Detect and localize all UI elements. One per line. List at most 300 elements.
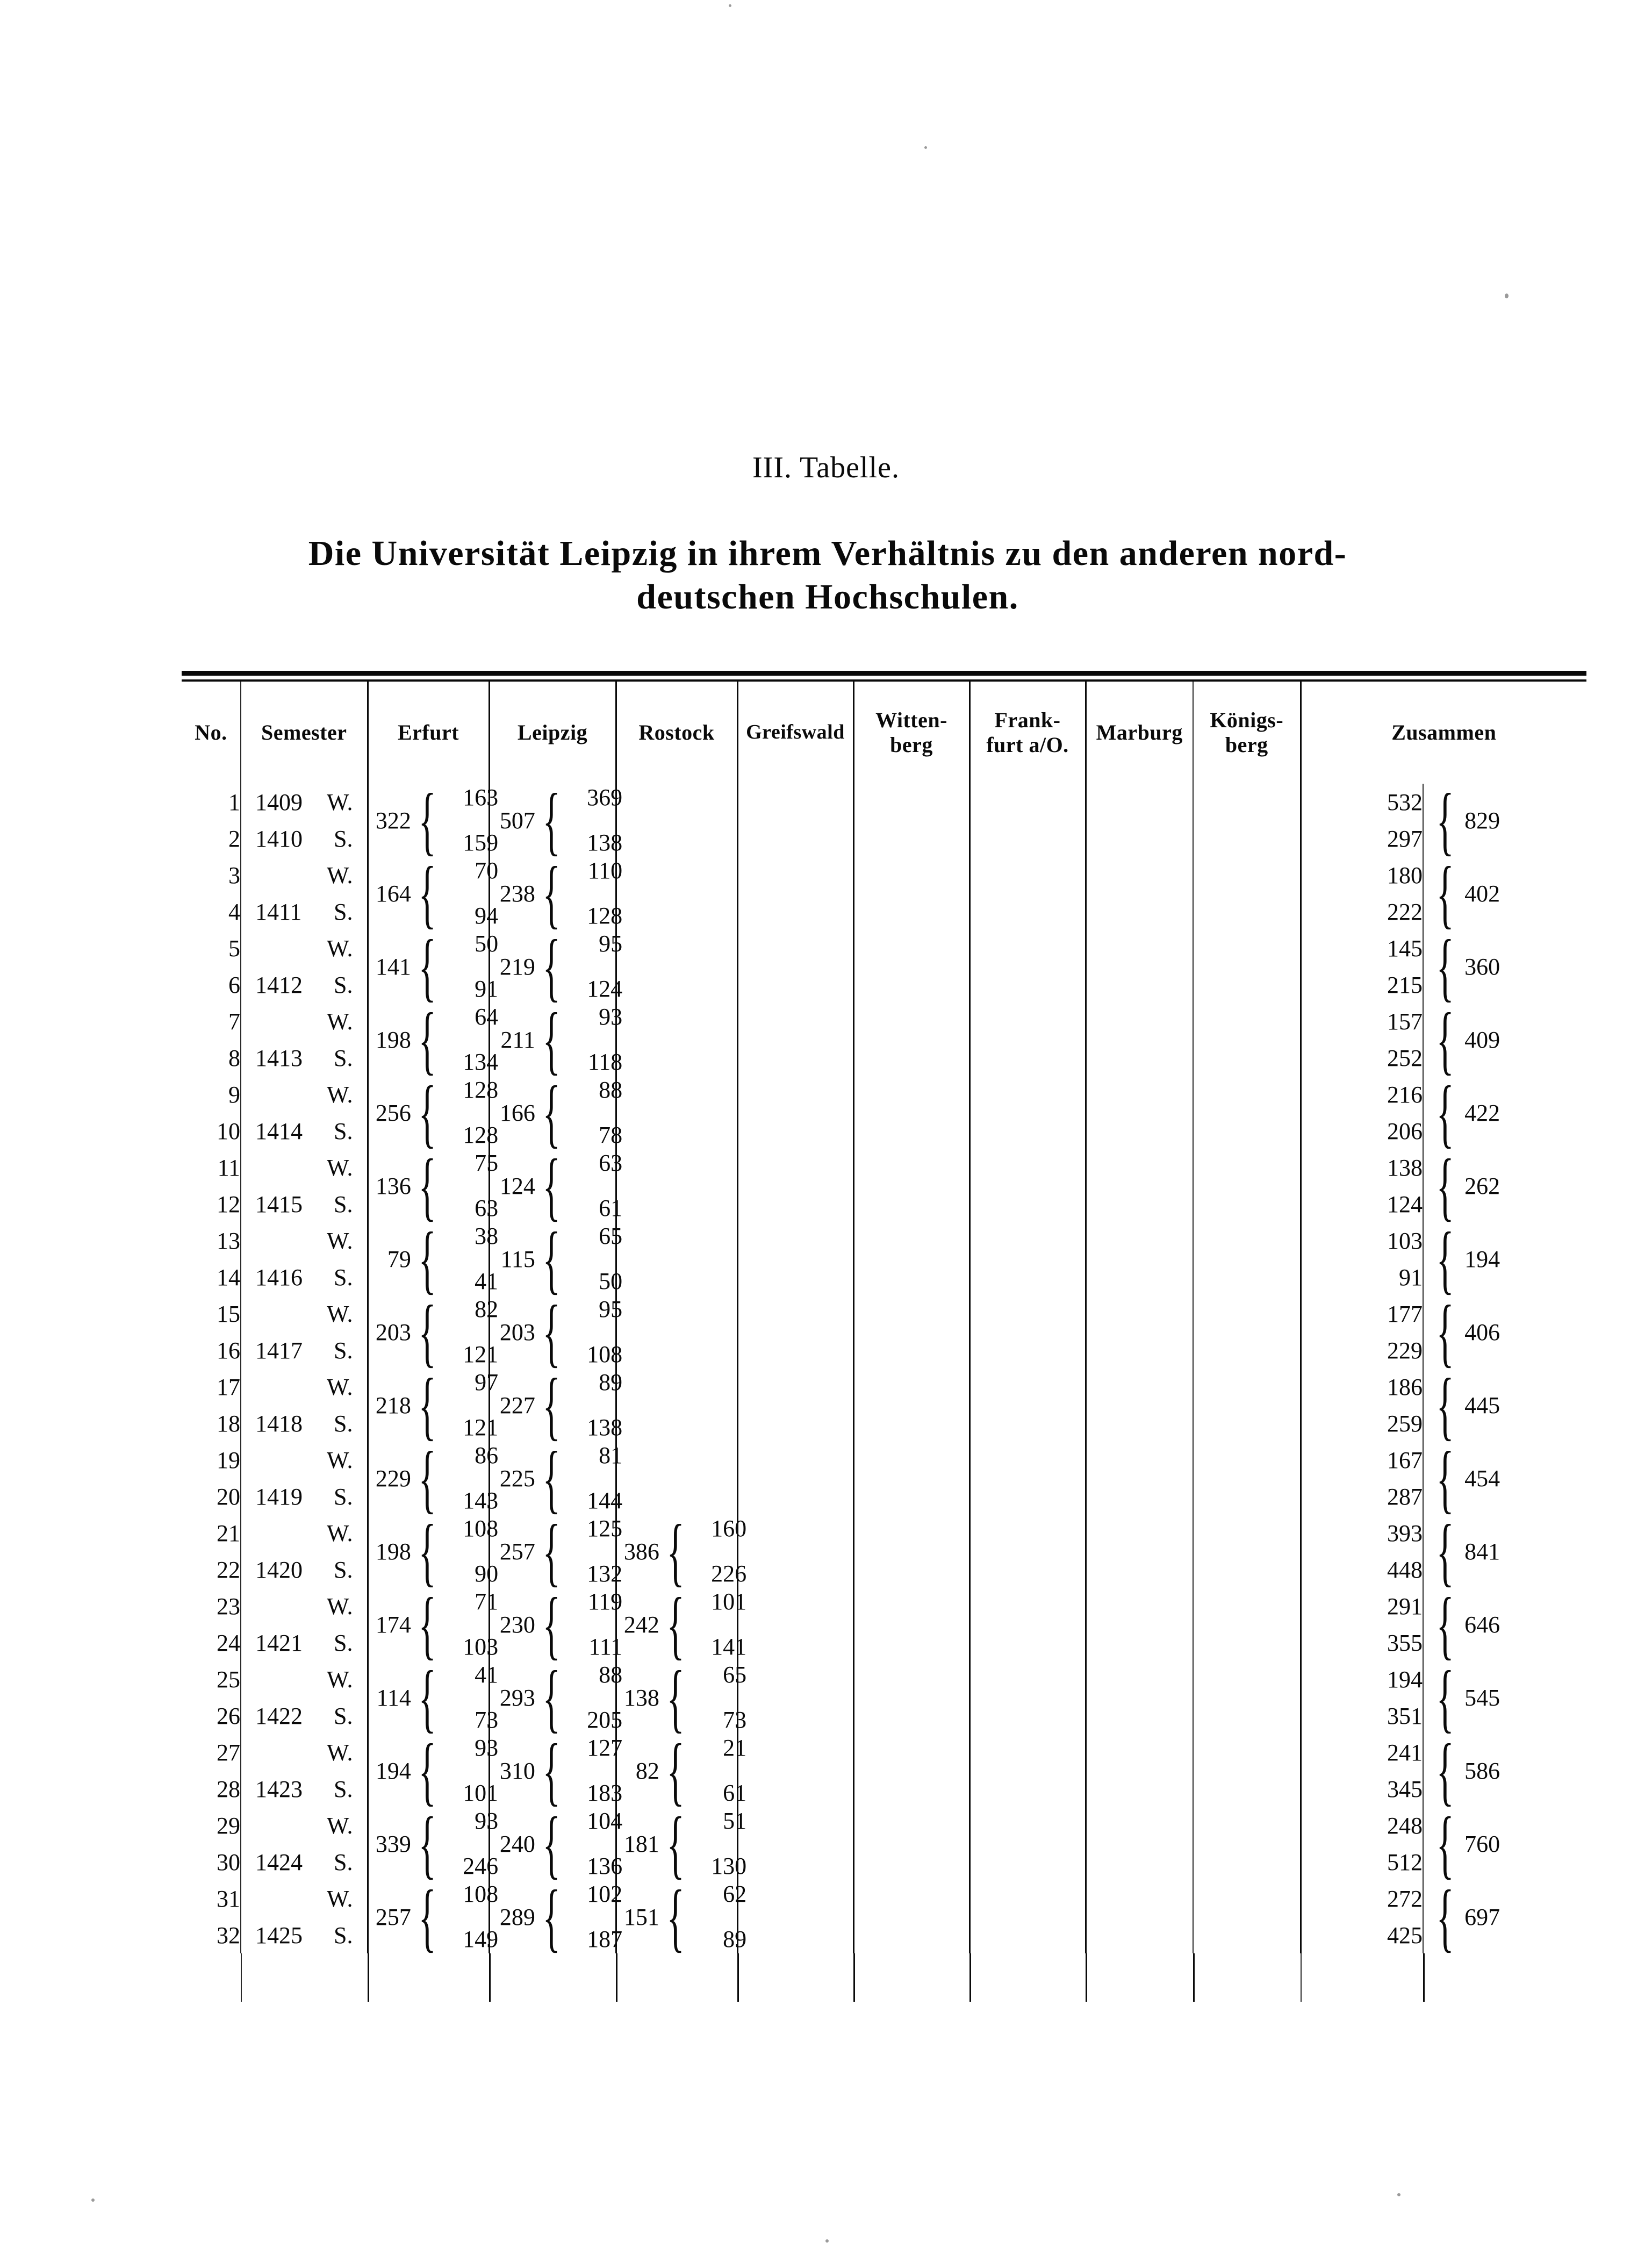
zusammen-winter: 291 [1301,1588,1423,1624]
row-number: 3 [228,862,240,889]
semester-cell [241,1332,368,1369]
rostock-group [616,930,737,1003]
greifswald-cell [737,784,853,857]
semester-cell [241,1003,368,1040]
leipzig-group [489,1435,623,1521]
row-number: 4 [228,898,240,925]
semester-cell [241,1222,368,1259]
rostock-group [616,1076,737,1149]
zusammen-subtotal: 586 [1464,1757,1500,1784]
erfurt-group-subtotal: 164 [375,880,411,907]
leipzig-group-winter: 369 [587,784,623,811]
table-row [182,784,1586,820]
row-number: 14 [217,1264,240,1291]
erfurt-group [368,1508,499,1594]
leipzig-group-subtotal: 240 [499,1830,535,1857]
row-number: 24 [217,1629,240,1656]
erfurt-group [368,1216,499,1301]
erfurt-group-winter: 93 [475,1808,499,1834]
wittenberg-cell [853,1734,969,1807]
erfurt-group-subtotal: 322 [375,807,411,834]
brace-icon: { [542,850,561,936]
rostock-group [616,1581,747,1667]
erfurt-group-subtotal: 141 [375,953,411,980]
col-header-koenigsberg [1193,682,1301,784]
brace-icon: { [666,1874,685,1959]
leipzig-group-subtotal: 225 [499,1465,535,1492]
table-row [182,1515,1586,1551]
koenigsberg-cell [1193,1003,1301,1076]
greifswald-cell [737,1222,853,1295]
rostock-group-winter: 160 [711,1515,747,1542]
semester-term: S. [334,1191,353,1217]
semester-term: S. [334,1629,353,1656]
semester-term: W. [327,862,353,889]
rostock-group [616,1508,747,1594]
koenigsberg-cell [1193,857,1301,930]
erfurt-group [368,1874,499,1959]
erfurt-group-winter: 82 [475,1296,499,1322]
koenigsberg-cell [1193,1295,1301,1369]
table-row [182,1588,1586,1624]
erfurt-group-subtotal: 229 [375,1465,411,1492]
erfurt-group [368,1435,499,1521]
brace-icon: { [1436,1289,1454,1374]
erfurt-group-winter: 163 [463,784,499,811]
rostock-group [616,1003,737,1076]
zusammen-summer: 252 [1301,1040,1423,1076]
semester-cell [241,1442,368,1478]
leipzig-group-summer: 50 [599,1268,623,1294]
brace-icon: { [1436,1654,1454,1740]
table-row [182,1222,1586,1259]
greifswald-cell [737,1515,853,1588]
zusammen-summer: 287 [1301,1478,1423,1515]
rostock-group-subtotal: 82 [635,1757,659,1784]
leipzig-group [489,1581,623,1667]
leipzig-group-summer: 128 [587,903,623,929]
leipzig-group-subtotal: 507 [499,807,535,834]
zusammen-summer: 124 [1301,1186,1423,1222]
erfurt-group-winter: 64 [475,1004,499,1030]
semester-cell [241,1588,368,1624]
zusammen-group [1423,1728,1586,1813]
row-number: 22 [217,1556,240,1583]
erfurt-group-subtotal: 203 [375,1319,411,1345]
rostock-group-summer: 130 [711,1853,747,1879]
zusammen-winter: 177 [1301,1295,1423,1332]
brace-icon: { [418,1143,436,1228]
frankfurt-cell [969,1003,1086,1076]
erfurt-group-summer: 63 [475,1195,499,1221]
semester-year: 1416 [255,1264,303,1291]
leipzig-group [489,1143,623,1228]
koenigsberg-cell [1193,1369,1301,1442]
row-number: 21 [217,1520,240,1546]
wittenberg-cell [853,1222,969,1295]
rostock-group [616,1149,737,1222]
leipzig-group [489,1070,623,1155]
semester-cell [241,1478,368,1515]
brace-icon: { [1436,850,1454,936]
brace-icon: { [418,1362,436,1448]
rostock-group-winter: 21 [723,1735,747,1761]
leipzig-group [489,777,623,863]
zusammen-subtotal: 697 [1464,1903,1500,1930]
semester-term: W. [327,935,353,962]
leipzig-group-winter: 95 [599,930,623,957]
zusammen-winter: 157 [1301,1003,1423,1040]
brace-icon: { [1436,1362,1454,1448]
greifswald-cell [737,1003,853,1076]
marburg-cell [1086,1149,1193,1222]
rostock-group [616,1874,747,1959]
leipzig-group [489,997,623,1082]
frankfurt-cell [969,1369,1086,1442]
marburg-cell [1086,1880,1193,1953]
row-number: 6 [228,971,240,998]
semester-cell [241,1917,368,1953]
leipzig-group-summer: 205 [587,1707,623,1733]
zusammen-group [1423,1362,1586,1448]
koenigsberg-cell [1193,1588,1301,1661]
semester-cell [241,1040,368,1076]
brace-icon: { [418,1216,436,1301]
frankfurt-cell [969,1807,1086,1880]
brace-icon: { [418,997,436,1082]
semester-term: S. [334,971,353,998]
erfurt-group-summer: 246 [463,1853,499,1879]
zusammen-subtotal: 262 [1464,1172,1500,1199]
row-number: 19 [217,1446,240,1473]
zusammen-group [1423,923,1586,1009]
zusammen-winter: 216 [1301,1076,1423,1113]
leipzig-group-winter: 88 [599,1661,623,1688]
semester-year: 1415 [255,1191,303,1217]
brace-icon: { [1436,777,1454,863]
wittenberg-cell [853,1295,969,1369]
brace-icon: { [542,1362,561,1448]
zusammen-summer: 425 [1301,1917,1423,1953]
leipzig-group-winter: 89 [599,1369,623,1395]
column-rule [1423,1953,1425,2002]
zusammen-subtotal: 406 [1464,1319,1500,1345]
leipzig-group [489,923,623,1009]
page-title-line2: deutschen Hochschulen. [636,577,1019,617]
row-number: 30 [217,1849,240,1875]
semester-term: W. [327,1739,353,1766]
semester-cell [241,1259,368,1295]
greifswald-cell [737,1807,853,1880]
brace-icon: { [542,1728,561,1813]
erfurt-group [368,923,499,1009]
row-number: 31 [217,1885,240,1912]
table-row [182,857,1586,893]
brace-icon: { [666,1801,685,1886]
zusammen-winter: 248 [1301,1807,1423,1844]
semester-year: 1423 [255,1775,303,1802]
semester-cell [241,1734,368,1771]
marburg-cell [1086,784,1193,857]
semester-cell [241,1076,368,1113]
semester-term: S. [334,1118,353,1144]
leipzig-group-subtotal: 211 [500,1026,535,1053]
koenigsberg-cell [1193,1222,1301,1295]
semester-term: W. [327,1446,353,1473]
semester-cell [241,1807,368,1844]
brace-icon: { [418,1070,436,1155]
brace-icon: { [418,1728,436,1813]
leipzig-group-summer: 124 [587,976,623,1002]
rostock-group-subtotal: 151 [623,1903,659,1930]
column-rule [1301,1953,1302,2002]
row-number: 20 [217,1483,240,1510]
rostock-group-summer: 73 [723,1707,747,1733]
marburg-cell [1086,1442,1193,1515]
koenigsberg-cell [1193,1734,1301,1807]
brace-icon: { [418,1289,436,1374]
row-number: 16 [217,1337,240,1364]
brace-icon: { [542,1070,561,1155]
semester-year: 1422 [255,1702,303,1729]
erfurt-group-subtotal: 256 [375,1099,411,1126]
rostock-group [616,1295,737,1369]
greifswald-cell [737,1661,853,1734]
semester-cell [241,1551,368,1588]
leipzig-group [489,1801,623,1886]
zusammen-subtotal: 360 [1464,953,1500,980]
brace-icon: { [1436,1581,1454,1667]
leipzig-group-summer: 136 [587,1853,623,1879]
marburg-cell [1086,1515,1193,1588]
leipzig-group-subtotal: 310 [499,1757,535,1784]
semester-cell [241,1771,368,1807]
zusammen-group [1423,1874,1586,1959]
greifswald-cell [737,1369,853,1442]
row-number: 5 [228,935,240,962]
rostock-group-summer: 141 [711,1634,747,1660]
row-number: 15 [217,1300,240,1327]
erfurt-group [368,1362,499,1448]
data-table [182,682,1586,1959]
row-number: 11 [217,1154,240,1181]
semester-year: 1412 [255,971,303,998]
erfurt-group [368,1143,499,1228]
column-rule [241,1953,242,2002]
leipzig-group-summer: 138 [587,1414,623,1441]
leipzig-group-summer: 144 [587,1487,623,1514]
brace-icon: { [418,923,436,1009]
row-number: 25 [217,1666,240,1693]
erfurt-group-summer: 121 [463,1414,499,1441]
brace-icon: { [418,1581,436,1667]
wittenberg-cell [853,1661,969,1734]
zusammen-group [1423,1216,1586,1301]
zusammen-subtotal: 409 [1464,1026,1500,1053]
column-rule [1193,1953,1195,2002]
zusammen-summer: 355 [1301,1624,1423,1661]
semester-cell [241,930,368,966]
marburg-cell [1086,1661,1193,1734]
brace-icon: { [666,1581,685,1667]
zusammen-winter: 145 [1301,930,1423,966]
erfurt-group-winter: 86 [475,1442,499,1469]
rostock-group-subtotal: 181 [623,1830,659,1857]
row-number: 8 [228,1044,240,1071]
col-header-erfurt: Erfurt [368,682,489,784]
zusammen-winter: 532 [1301,784,1423,820]
frankfurt-cell [969,784,1086,857]
leipzig-group-summer: 111 [588,1634,623,1660]
marburg-cell [1086,930,1193,1003]
zusammen-summer: 351 [1301,1698,1423,1734]
leipzig-group-summer: 138 [587,829,623,856]
rostock-group [616,1442,737,1515]
erfurt-group-winter: 71 [475,1588,499,1615]
marburg-cell [1086,1588,1193,1661]
semester-year: 1418 [255,1410,303,1437]
zusammen-winter: 272 [1301,1880,1423,1917]
erfurt-group-summer: 91 [475,976,499,1002]
leipzig-group [489,1289,623,1374]
leipzig-group-summer: 183 [587,1780,623,1806]
semester-cell [241,1698,368,1734]
col-header-frankfurt-line2: furt a/O. [986,733,1069,757]
erfurt-group-winter: 50 [475,930,499,957]
brace-icon: { [542,923,561,1009]
leipzig-group-subtotal: 293 [499,1684,535,1711]
erfurt-group-subtotal: 339 [375,1830,411,1857]
zusammen-group [1423,1654,1586,1740]
frankfurt-cell [969,1076,1086,1149]
semester-term: W. [327,1008,353,1035]
col-header-leipzig: Leipzig [489,682,616,784]
rostock-group-winter: 62 [723,1881,747,1907]
erfurt-group-summer: 73 [475,1707,499,1733]
erfurt-group-winter: 108 [463,1881,499,1907]
wittenberg-cell [853,784,969,857]
zusammen-subtotal: 545 [1464,1684,1500,1711]
leipzig-group [489,850,623,936]
leipzig-group [489,1508,623,1594]
leipzig-group-winter: 95 [599,1296,623,1322]
col-header-marburg: Marburg [1086,682,1193,784]
brace-icon: { [418,1654,436,1740]
row-number: 10 [217,1118,240,1144]
table-row [182,1369,1586,1405]
erfurt-group [368,997,499,1082]
erfurt-group [368,1070,499,1155]
frankfurt-cell [969,1149,1086,1222]
brace-icon: { [542,1289,561,1374]
semester-term: W. [327,789,353,815]
zusammen-group [1423,850,1586,936]
frankfurt-cell [969,930,1086,1003]
wittenberg-cell [853,1807,969,1880]
brace-icon: { [1436,923,1454,1009]
rostock-group-winter: 101 [711,1588,747,1615]
brace-icon: { [542,997,561,1082]
leipzig-group-winter: 127 [587,1735,623,1761]
erfurt-group-winter: 108 [463,1515,499,1542]
semester-term: W. [327,1154,353,1181]
table-row [182,1076,1586,1113]
row-number: 1 [228,789,240,815]
marburg-cell [1086,1295,1193,1369]
column-rule [1086,1953,1087,2002]
greifswald-cell [737,1442,853,1515]
row-number: 18 [217,1410,240,1437]
erfurt-group [368,1801,499,1886]
semester-cell [241,1113,368,1149]
semester-year: 1419 [255,1483,303,1510]
brace-icon: { [542,1435,561,1521]
semester-term: W. [327,1300,353,1327]
table-row [182,1295,1586,1332]
semester-cell [241,1295,368,1332]
brace-icon: { [666,1654,685,1740]
wittenberg-cell [853,1442,969,1515]
rostock-group-subtotal: 138 [623,1684,659,1711]
wittenberg-cell [853,930,969,1003]
erfurt-group [368,1289,499,1374]
leipzig-group-summer: 132 [587,1560,623,1587]
brace-icon: { [542,1216,561,1301]
zusammen-winter: 186 [1301,1369,1423,1405]
zusammen-summer: 297 [1301,820,1423,857]
table-row [182,1003,1586,1040]
brace-icon: { [418,1874,436,1959]
rostock-group [616,784,737,857]
leipzig-group-winter: 88 [599,1077,623,1103]
page-title [183,532,1473,619]
zusammen-subtotal: 646 [1464,1611,1500,1638]
brace-icon: { [1436,1143,1454,1228]
semester-term: W. [327,1593,353,1620]
semester-year: 1414 [255,1118,303,1144]
row-number: 12 [217,1191,240,1217]
rostock-group [616,857,737,930]
semester-term: W. [327,1081,353,1108]
rostock-group-subtotal: 386 [623,1538,659,1565]
zusammen-subtotal: 760 [1464,1830,1500,1857]
zusammen-subtotal: 829 [1464,807,1500,834]
wittenberg-cell [853,1369,969,1442]
wittenberg-cell [853,1515,969,1588]
rostock-group-winter: 65 [723,1661,747,1688]
zusammen-group [1423,1070,1586,1155]
zusammen-subtotal: 445 [1464,1392,1500,1419]
rostock-group-winter: 51 [723,1808,747,1834]
zusammen-summer: 229 [1301,1332,1423,1369]
rostock-group [616,1222,737,1295]
col-header-rostock: Rostock [616,682,737,784]
leipzig-group-winter: 93 [599,1004,623,1030]
zusammen-winter: 103 [1301,1222,1423,1259]
frankfurt-cell [969,1222,1086,1295]
erfurt-group-winter: 70 [475,857,499,884]
greifswald-cell [737,1734,853,1807]
leipzig-group-winter: 125 [587,1515,623,1542]
col-header-frankfurt-line1: Frank- [994,708,1061,732]
greifswald-cell [737,1076,853,1149]
brace-icon: { [542,1581,561,1667]
col-header-frankfurt [969,682,1086,784]
brace-icon: { [542,777,561,863]
col-header-koenigsberg-line2: berg [1225,733,1268,757]
row-number: 2 [228,825,240,852]
erfurt-group-winter: 75 [475,1150,499,1176]
